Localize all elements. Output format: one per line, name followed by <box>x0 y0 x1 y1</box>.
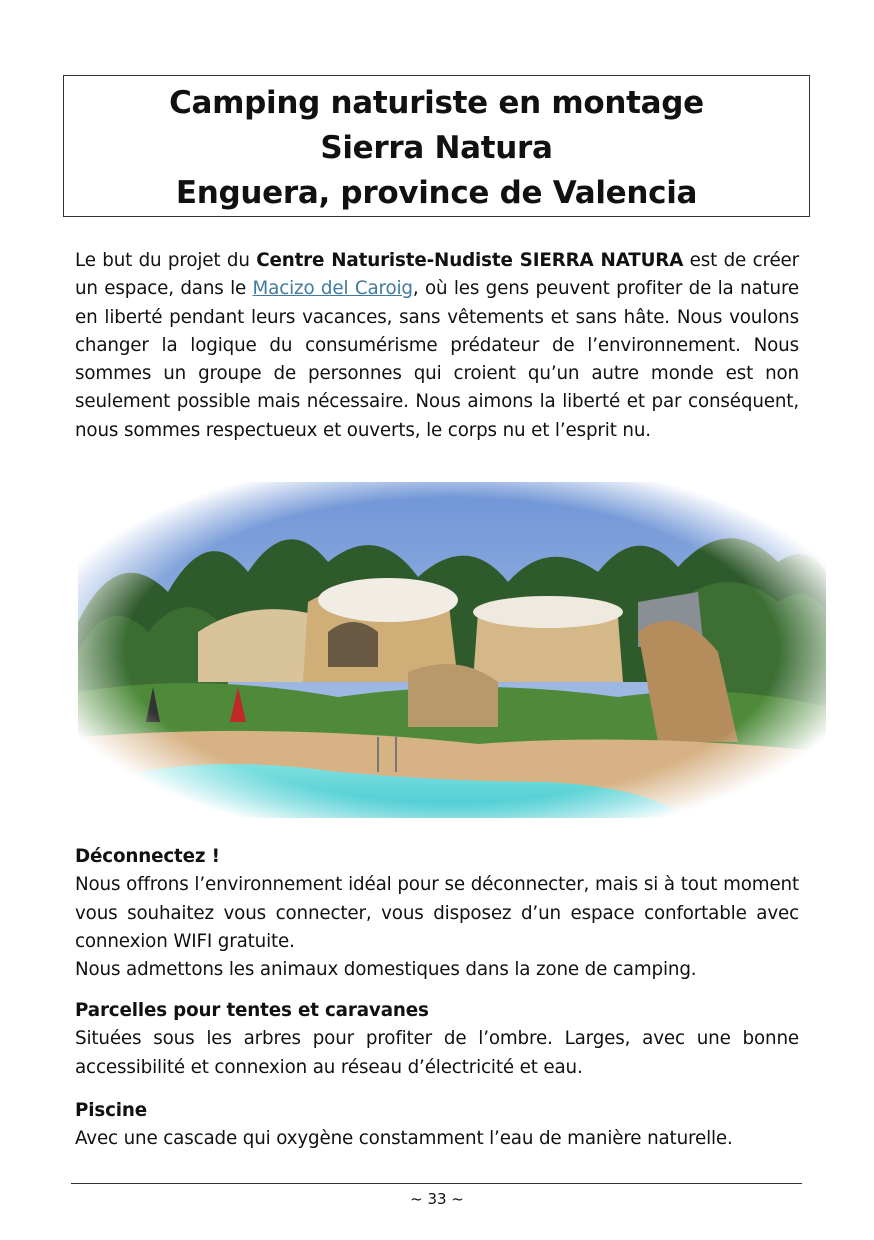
section-deconnectez <box>75 843 799 984</box>
footer-divider <box>71 1183 802 1184</box>
section-parcelles <box>75 997 799 1082</box>
campsite-photo <box>78 482 826 818</box>
title-line-1: Camping naturiste en montage <box>169 85 704 121</box>
section-body: Nous offrons l’environnement idéal pour se déconnecter, mais si à tout moment vous souhaitez vous connecter, vous disposez d’un espace confortable avec connexion WIFI gratuite. <box>75 874 799 952</box>
intro-paragraph <box>75 247 799 445</box>
section-body: Avec une cascade qui oxygène constamment l’eau de manière naturelle. <box>75 1128 733 1150</box>
section-body: Situées sous les arbres pour profiter de l’ombre. Larges, avec une bonne accessibilité et connexion au réseau d’électricité et eau. <box>75 1028 799 1078</box>
section-heading: Piscine <box>75 1100 148 1121</box>
page-number: ~ 33 ~ <box>410 1190 464 1208</box>
macizo-link[interactable]: Macizo del Caroig <box>252 278 413 300</box>
intro-text-3: , où les gens peuvent profiter de la nature en liberté pendant leurs vacances, sans vêtements et sans hâte. Nous voulons changer la logique du consumérisme prédateur de l’environnement. Nous sommes un groupe de personnes qui croient qu’un autre monde est non seulement possible mais nécessaire. Nous aimons la liberté et par conséquent, nous sommes respectueux et ouverts, le corps nu et l’esprit nu. <box>75 278 800 441</box>
intro-bold-name: Centre Naturiste-Nudiste SIERRA NATURA <box>256 250 684 271</box>
title-box <box>63 75 810 217</box>
section-heading: Parcelles pour tentes et caravanes <box>75 1000 429 1021</box>
section-heading: Déconnectez ! <box>75 846 220 867</box>
intro-text-2: est de créer un espace, dans le <box>75 250 800 300</box>
intro-text-1: Le but du projet du <box>75 250 257 271</box>
section-body-2: Nous admettons les animaux domestiques dans la zone de camping. <box>75 959 697 981</box>
title-line-3: Enguera, province de Valencia <box>175 175 698 211</box>
title-line-2: Sierra Natura <box>320 130 553 166</box>
section-piscine <box>75 1097 799 1154</box>
